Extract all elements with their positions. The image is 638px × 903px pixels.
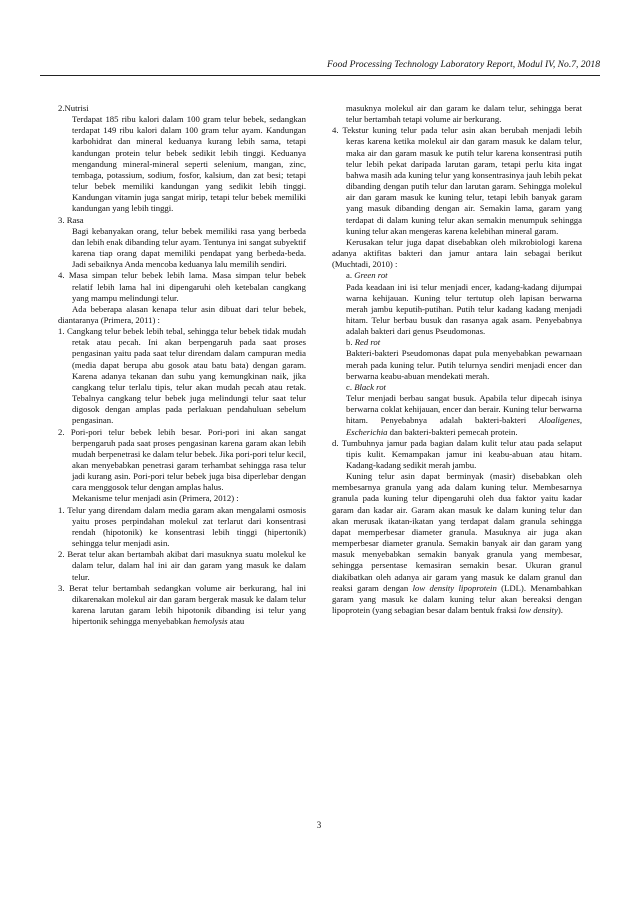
paragraph-text: dan bakteri-bakteri pemecah protein. — [387, 426, 518, 437]
paragraph-text: 4. Tekstur kuning telur pada telur asin akan berubah menjadi lebih keras karena ketika molekul air dan garam masuk ke dalam telur, maka air dan garam masuk ke putih telur karena konsentrasi putih telur lebih pekat daripada larutan garam, tetapi perlu kita ingat bahwa masih ada kuning telur yang konsentrasinya jauh lebih pekat dibanding dengan putih telur dan larutan garam. Sehingga molekul air dan garam masuk ke kuning telur, tetapi lebih banyak garam yang masuk dibanding dengan air. Semakin lama, garam yang terdapat di dalam kuning telur akan semakin menumpuk sehingga kuning telur akan mengeras karena kelebihan mineral garam. — [332, 125, 582, 236]
paragraph — [58, 427, 306, 494]
paragraph-text: Kuning telur asin dapat berminyak (masir) disebabkan oleh membesarnya granula yang ada dalam kuning telur. Membesarnya granula pada kuning telur dipengaruhi oleh dua faktor yaitu kadar garam dan kadar air. Garam akan masuk ke dalam kuning telur dan akan merusak ikatan-ikatan yang terdapat dalam granula sehingga dapat memperbesar diameter granula. Masuknya air juga akan memperbesar diameter granula. Semakin banyak air dan garam yang masuk menyebabkan semakin banyak granula yang membesar, sehingga persentase kemasiran semakin besar. Ukuran granul diakibatkan oleh adanya air garam yang masuk ke dalam granul dan reaksi garam dengan — [332, 471, 582, 593]
paragraph — [58, 114, 306, 214]
paragraph-text: 3. Rasa — [58, 214, 84, 225]
paragraph — [58, 493, 306, 504]
right-column — [332, 103, 582, 616]
paragraph — [332, 270, 582, 281]
paragraph — [332, 103, 582, 125]
paragraph — [58, 270, 306, 303]
running-header — [40, 59, 600, 74]
list-marker: c. — [346, 381, 353, 392]
paragraph-text: 2. Berat telur akan bertambah akibat dari masuknya suatu molekul ke dalam telur, dalam hal ini air dan garam yang masuk ke dalam telur. — [58, 549, 306, 582]
list-marker: b. — [346, 337, 353, 348]
paragraph-text: 3. Berat telur bertambah sedangkan volume air berkurang, hal ini dikarenakan molekul air dan garam bergerak masuk ke dalam telur karena larutan garam lebih hipotonik dibanding isi telur yang hipertonik sehingga menyebabkan — [58, 582, 306, 627]
paragraph — [332, 438, 582, 471]
running-title: Food Processing Technology Laboratory Report, Modul IV, No.7, 2018 — [326, 59, 600, 70]
paragraph — [332, 125, 582, 237]
italic-term: Aloaligenes, Escherichia — [346, 415, 583, 437]
paragraph-text: Bakteri-bakteri Pseudomonas dapat pula menyebabkan pewarnaan merah pada kuning telur. Putih telurnya sendiri menjadi encer dan berwarna keabu-abuan mendekati merah. — [346, 348, 582, 381]
paragraph-text: Bagi kebanyakan orang, telur bebek memiliki rasa yang berbeda dan lebih enak dibanding telur ayam. Tentunya ini sangat subyektif karena tiap orang dapat memiliki pendapat yang berbeda-beda. Jadi sebaiknya Anda mencoba keduanya lalu memilih sendiri. — [72, 225, 306, 270]
paragraph — [58, 583, 306, 628]
paragraph — [332, 348, 582, 381]
italic-term: hemolysis — [193, 616, 228, 627]
paragraph — [332, 471, 582, 616]
paragraph — [58, 215, 306, 226]
paragraph — [332, 282, 582, 338]
paragraph — [58, 326, 306, 426]
paragraph — [58, 304, 306, 326]
paragraph-text: ). — [557, 605, 563, 616]
paragraph — [58, 226, 306, 271]
paragraph — [58, 103, 306, 114]
paragraph — [332, 382, 582, 393]
paragraph — [332, 337, 582, 348]
italic-term: low density lipoprotein — [412, 582, 497, 593]
paragraph — [58, 505, 306, 550]
page-number: 3 — [316, 820, 322, 830]
list-marker: a. — [346, 270, 353, 281]
subheading: Red rot — [354, 337, 381, 348]
paragraph-text: Pada keadaan ini isi telur menjadi encer, kadang-kadang dijumpai warna kehijauan. Kuning telur tertutup oleh lapisan berwarna merah jambu keputih-putihan. Putih telur kadang kadang menjadi hitam. Telur berbau busuk dan rasanya agak asam. Penyebabnya adalah bakteri dari genus Pseudomonas. — [346, 281, 582, 337]
paragraph-text: atau — [227, 616, 245, 627]
paragraph-text: Mekanisme telur menjadi asin (Primera, 2012) : — [72, 493, 239, 504]
paragraph-text: 2.Nutrisi — [58, 103, 89, 113]
left-column — [58, 103, 306, 627]
paragraph — [332, 237, 582, 270]
header-divider — [40, 75, 600, 76]
paragraph-text: d. Tumbuhnya jamur pada bagian dalam kulit telur atau pada selaput tipis kulit. Kemampakan jamur ini keabu-abuan atau hitam. Kadang-kadang sedikit merah jambu. — [332, 437, 582, 470]
paragraph-text: Telur menjadi berbau sangat busuk. Apabila telur dipecah isinya berwarna coklat kehijauan, encer dan berair. Kuning telur berwarna hitam. Penyebabnya adalah bakteri-bakteri — [346, 393, 582, 426]
paragraph-text: Ada beberapa alasan kenapa telur asin dibuat dari telur bebek, diantaranya (Primera, 2011) : — [58, 303, 306, 325]
paragraph-text: 2. Pori-pori telur bebek lebih besar. Pori-pori ini akan sangat berpengaruh pada saat proses pengasinan karena garam akan lebih mudah berpenetrasi ke dalam telur bebek. Jika pori-pori telur kecil, akan menyebabkan penetrasi garam terhambat sehingga rasa telur jadi kurang asin. Pori-pori telur bebek juga bisa diperlebar dengan cara menggosok telur dengan amplas halus. — [58, 426, 306, 493]
paragraph-text: (LDL). Menambahkan garam yang masuk ke dalam kuning telur akan bereaksi dengan lipoprotein (yang sebagian besar dalam bentuk fraksi — [332, 582, 582, 616]
subheading: Green rot — [354, 270, 388, 281]
italic-term: low density — [518, 605, 558, 616]
paragraph — [332, 393, 582, 438]
subheading: Black rot — [354, 381, 386, 392]
paragraph — [58, 549, 306, 582]
paragraph-text: Kerusakan telur juga dapat disebabkan oleh mikrobiologi karena adanya aktifitas bakteri dan jamur antara lain sebagai berikut (Muchtadi, 2010) : — [332, 236, 582, 270]
paragraph-text: 1. Telur yang direndam dalam media garam akan mengalami osmosis yaitu proses perpindahan molekul zat terlarut dari konsentrasi rendah (hipotonik) ke konsentrasi lebih tinggi (hipertonik) sehingga telur menjadi asin. — [58, 504, 306, 549]
paragraph-text: 1. Cangkang telur bebek lebih tebal, sehingga telur bebek tidak mudah retak atau pecah. Ini akan berpengaruh pada saat proses pengasinan yaitu pada saat telur direndam dalam campuran media (media dapat berupa abu gosok atau batu bata) dengan garam. Karena adanya tekanan dan suhu yang kemungkinan naik, jika cangkang telur terlalu tipis, telur akan mudah pecah atau retak. Tebalnya cangkang telur bebek juga melindungi telur saat telur digosok dengan amplas pada perlakuan pendahuluan sebelum pengasinan. — [58, 326, 306, 426]
paragraph-text: Terdapat 185 ribu kalori dalam 100 gram telur bebek, sedangkan terdapat 149 ribu kalori dalam 100 gram telur ayam. Kandungan karbohidrat dan mineral keduanya kurang lebih sama, tetapi kandungan protein telur bebek sedikit lebih tinggi. Keduanya mengandung mineral-mineral seperti selenium, mangan, zinc, tembaga, potassium, sodium, fosfor, kalsium, dan zat besi; tetapi telur bebek memiliki kandungan yang sedikit lebih tinggi. Kandungan vitamin juga sangat mirip, tetapi telur bebek memiliki kandungan yang lebih tinggi. — [72, 114, 306, 214]
paragraph-text: 4. Masa simpan telur bebek lebih lama. Masa simpan telur bebek relatif lebih lama hal ini dipengaruhi oleh ketebalan cangkang yang mampu melindungi telur. — [58, 270, 306, 303]
paragraph-text: masuknya molekul air dan garam ke dalam telur, sehingga berat telur bertambah tetapi volume air berkurang. — [346, 103, 582, 125]
